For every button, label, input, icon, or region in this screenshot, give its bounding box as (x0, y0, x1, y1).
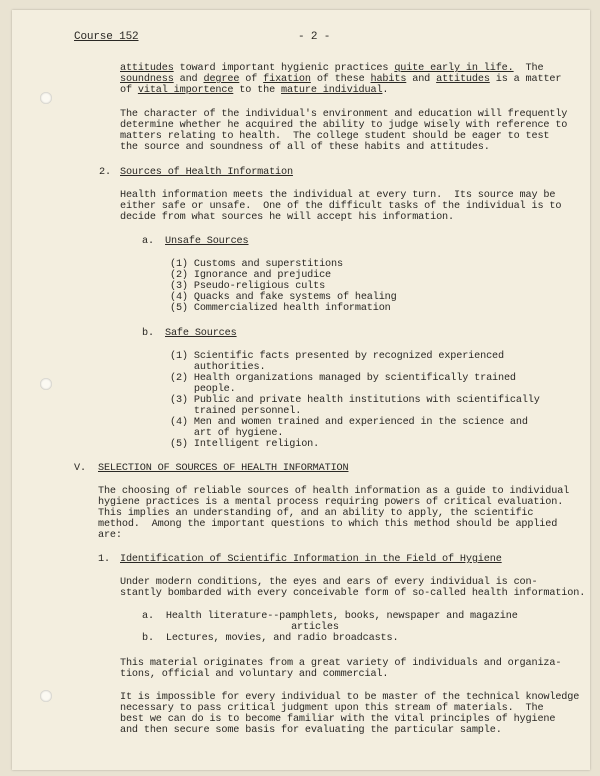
list-item: (5) Commercialized health information (170, 303, 391, 314)
binder-hole (40, 690, 52, 702)
unsafe-sources-title: Unsafe Sources (165, 236, 249, 247)
list-item: people. (170, 384, 236, 395)
list-item: art of hygiene. (170, 428, 284, 439)
list-item: articles (142, 622, 339, 633)
list-item: (5) Intelligent religion. (170, 439, 320, 450)
section-2-number: 2. (99, 167, 111, 178)
list-item: (3) Public and private health institutions with scientifically (170, 395, 540, 406)
list-item: (1) Customs and superstitions (170, 259, 343, 270)
list-item: b. Lectures, movies, and radio broadcasts. (142, 633, 399, 644)
list-item: (3) Pseudo-religious cults (170, 281, 326, 292)
list-item: authorities. (170, 362, 266, 373)
list-item: a. Health literature--pamphlets, books, newspaper and magazine (142, 611, 518, 622)
unsafe-letter: a. (142, 236, 154, 247)
list-item: (2) Health organizations managed by scientifically trained (170, 373, 516, 384)
safe-letter: b. (142, 328, 154, 339)
course-label: Course 152 (74, 31, 139, 43)
binder-hole (40, 378, 52, 390)
section-v-title: SELECTION OF SOURCES OF HEALTH INFORMATION (98, 463, 349, 474)
section-v-numeral: V. (74, 463, 86, 474)
list-item: (4) Men and women trained and experienced in the science and (170, 417, 528, 428)
list-item: (2) Ignorance and prejudice (170, 270, 332, 281)
list-item: trained personnel. (170, 406, 302, 417)
page-number: - 2 - (298, 31, 331, 43)
document-page: Course 152 - 2 - attitudes toward important hygienic practices quite early in life. The soundness and degree of fixation of these habits and attitudes is a matter of vital importence to the mature individual. The character of the individual's environment and education will frequently determine whether he acquired the ability to judge wisely with reference to matters relating to health. The college student should be eager to test the source and soundness of all of these habits and attitudes. 2. Sources of Health Information Health information meets the individual at every turn. Its source may be either safe or unsafe. One of the difficult tasks of the individual is to decide from what sources he will accept his information. a. Unsafe Sources (1) Customs and superstitions (2) Ignorance and prejudice (3) Pseudo-religious cults (4) Quacks and fake systems of healing (5) Commercialized health information b. Safe Sources (1) Scientific facts presented by recognized experienced authorities. (2) Health organizations managed by scientifically trained people. (3) Public and private health institutions with scientifically trained personnel. (4) Men and women trained and experienced in the science and art of hygiene. (5) Intelligent religion. V. SELECTION OF SOURCES OF HEALTH INFORMATION The choosing of reliable sources of health information as a guide to individual hygiene practices is a mental process requiring powers of critical evaluation. This implies an understanding of, and an ability to apply, the scientific method. Among the important questions to which this method should be applied are: 1. Identification of Scientific Information in the Field of Hygiene Under modern conditions, the eyes and ears of every individual is con- stantly bombarded with every conceivable form of so-called health information. a. Health literature--pamphlets, books, newspaper and magazine articles b. Lectures, movies, and radio broadcasts. This material originates from a great variety of individuals and organiza- tions, official and voluntary and commercial. It is impossible for every individual to be master of the technical knowledge necessary to pass critical judgment upon this stream of materials. The best we can do is to become familiar with the vital principles of hygiene and then secure some basis for evaluating the particular sample. (12, 10, 590, 770)
subsection-1-title: Identification of Scientific Information in the Field of Hygiene (120, 554, 502, 565)
binder-hole (40, 92, 52, 104)
intro-line-1: attitudes toward important hygienic practices quite early in life. The (120, 63, 544, 74)
safe-sources-title: Safe Sources (165, 328, 237, 339)
section-2-title: Sources of Health Information (120, 167, 293, 178)
list-item: (1) Scientific facts presented by recognized experienced (170, 351, 504, 362)
list-item: (4) Quacks and fake systems of healing (170, 292, 397, 303)
intro-line-2: soundness and degree of fixation of these habits and attitudes is a matter (120, 74, 562, 85)
subsection-1-number: 1. (98, 554, 110, 565)
intro-line-3: of vital importence to the mature individual. (120, 85, 389, 96)
